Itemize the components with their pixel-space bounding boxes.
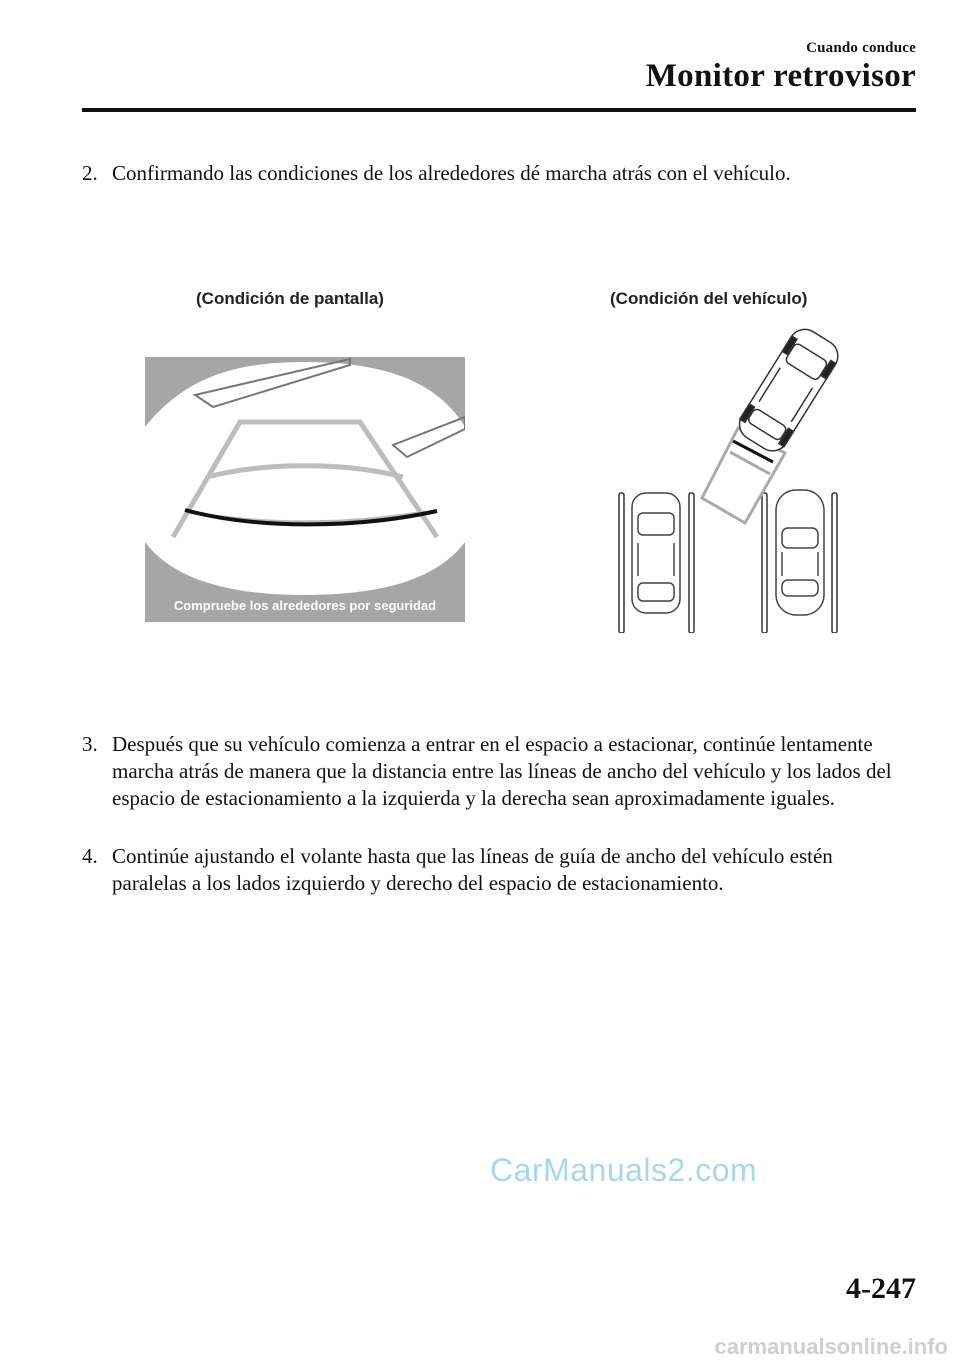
step-number: 4. <box>82 844 98 868</box>
step-4 <box>82 843 892 897</box>
step-number: 3. <box>82 732 98 756</box>
chapter-title: Monitor retrovisor <box>645 58 916 94</box>
vehicle-condition-caption: (Condición del vehículo) <box>610 289 808 308</box>
section-label: Cuando conduce <box>806 40 916 56</box>
step-text: Continúe ajustando el volante hasta que las líneas de guía de ancho del vehículo estén paralelas a los lados izquierdo y derecho del espacio de estacionamiento. <box>112 844 833 895</box>
screen-safety-message: Compruebe los alrededores por seguridad <box>173 598 437 613</box>
page-number: 4-247 <box>846 1272 916 1305</box>
step-2 <box>82 160 922 187</box>
screen-condition-caption: (Condición de pantalla) <box>196 289 384 308</box>
step-3 <box>82 731 892 812</box>
header-rule <box>82 108 916 112</box>
rear-view-screen-illustration <box>145 357 465 622</box>
parking-vehicle-illustration <box>600 328 850 633</box>
step-number: 2. <box>82 161 98 185</box>
step-text: Confirmando las condiciones de los alrededores dé marcha atrás con el vehículo. <box>112 161 791 185</box>
watermark-logo: CarManuals2.com <box>490 1152 758 1188</box>
step-text: Después que su vehículo comienza a entrar en el espacio a estacionar, continúe lentamente marcha atrás de manera que la distancia entre las líneas de ancho del vehículo y los lados del espacio de estacionamiento a la izquierda y la derecha sean aproximadamente iguales. <box>112 732 892 810</box>
footer-site-link[interactable]: carmanualsonline.info <box>714 1334 948 1359</box>
